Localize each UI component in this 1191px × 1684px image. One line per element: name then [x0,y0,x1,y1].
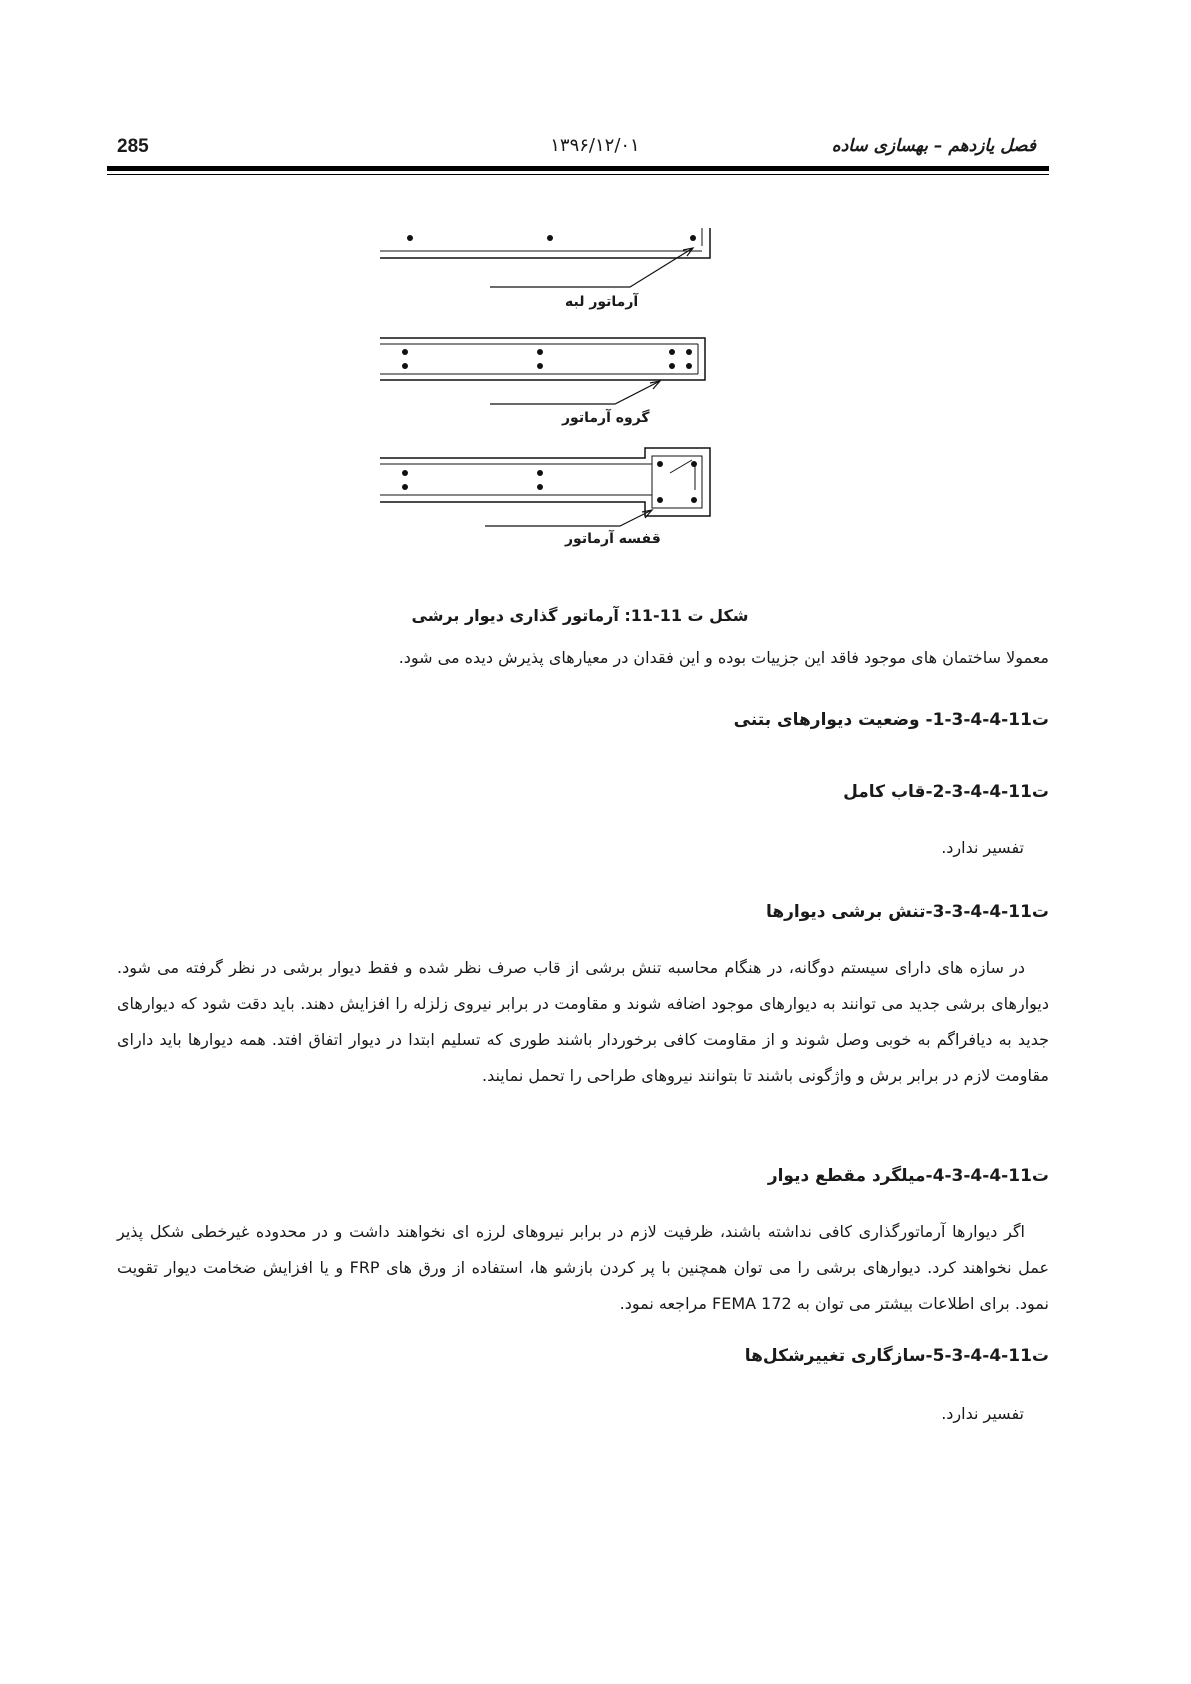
header-rule-thick [107,166,1049,171]
rebar-dot [686,349,692,355]
label-group-reinforcement: گروه آرماتور [562,410,650,426]
rebar-dot [657,497,663,503]
rebar-dot [669,349,675,355]
rebar-dot [402,470,408,476]
header-rule-thin [107,174,1049,175]
rebar-dot [537,363,543,369]
reinforcement-diagram [380,228,780,583]
rebar-dot [407,235,413,241]
heading-shear-stress: ت11-4-4-3-3-تنش برشی دیوارها [765,902,1049,922]
rebar-dot [691,461,697,467]
note-no-commentary-1: تفسیر ندارد. [941,838,1024,857]
rebar-dot [657,461,663,467]
rebar-dot [691,497,697,503]
heading-deformation-compatibility: ت11-4-4-3-5-سازگاری تغییرشکل‌ها [744,1346,1049,1366]
label-edge-reinforcement: آرماتور لبه [565,294,639,310]
wall-outline-3 [380,448,710,516]
rebar-dot [686,363,692,369]
rebar-dot [547,235,553,241]
heading-complete-frame: ت11-4-4-3-2-قاب کامل [843,782,1049,802]
note-no-commentary-2: تفسیر ندارد. [941,1404,1024,1423]
heading-wall-reinforcement: ت11-4-4-3-4-میلگرد مقطع دیوار [767,1166,1049,1186]
leader-line-edge [490,248,693,287]
leader-arrow-edge [683,248,693,256]
rebar-dot [537,470,543,476]
figure-caption: شکل ت 11-11: آرماتور گذاری دیوار برشی [411,606,749,625]
rebar-dot [402,363,408,369]
intro-paragraph: معمولا ساختمان های موجود فاقد این جزییات بوده و این فقدان در معیارهای پذیرش دیده می شود. [398,648,1049,667]
paragraph-shear-stress: در سازه های دارای سیستم دوگانه، در هنگام محاسبه تنش برشی از قاب صرف نظر شده و فقط دیوار برشی در نظر گرفته می شود. دیوارهای برشی جدید می توانند به دیوارهای موجود اضافه شوند و مقاومت در برابر نیروی زلزله را افزایش دهند. باید دقت شود که دیوارهای جدید به دیافراگم به خوبی وصل شوند و از مقاومت کافی برخوردار باشند طوری که تسلیم ابتدا در دیوار اتفاق افتد. همه دیوارها باید دارای مقاومت لازم در برابر برش و واژگونی باشند تا بتوانند نیروهای طراحی را تحمل نمایند. [117,958,1049,1085]
rebar-dot [690,235,696,241]
page-number: 285 [117,136,149,157]
cage-crosstie [670,460,692,473]
leader-line-cage [485,510,652,526]
paragraph-wall-reinforcement: اگر دیوارها آرماتورگذاری کافی نداشته باشند، ظرفیت لازم در برابر نیروهای لرزه ای نخواهند داشت و در محدوده غیرخطی شکل پذیر عمل نخواهند کرد. دیوارهای برشی را می توان همچنین با پر کردن بازشو ها، استفاده از ورق های FRP و یا افزایش ضخامت دیوار تقویت نمود. برای اطلاعات بیشتر می توان به FEMA 172 مراجعه نمود. [117,1222,1049,1313]
rebar-dot [537,349,543,355]
heading-concrete-walls: ت11-4-4-3-1- وضعیت دیوارهای بتنی [733,710,1049,730]
shear-wall-reinforcement-figure [380,228,780,583]
rebar-dot [402,349,408,355]
chapter-title: فصل یازدهم – بهسازی ساده [831,136,1036,156]
leader-line-group [490,381,660,404]
rebar-dot [669,363,675,369]
rebar-dot [402,484,408,490]
rebar-dot [537,484,543,490]
page-date: ۱۳۹۶/۱۲/۰۱ [550,135,640,156]
wall-outline-1 [380,228,710,258]
label-cage-reinforcement: قفسه آرماتور [565,531,661,547]
